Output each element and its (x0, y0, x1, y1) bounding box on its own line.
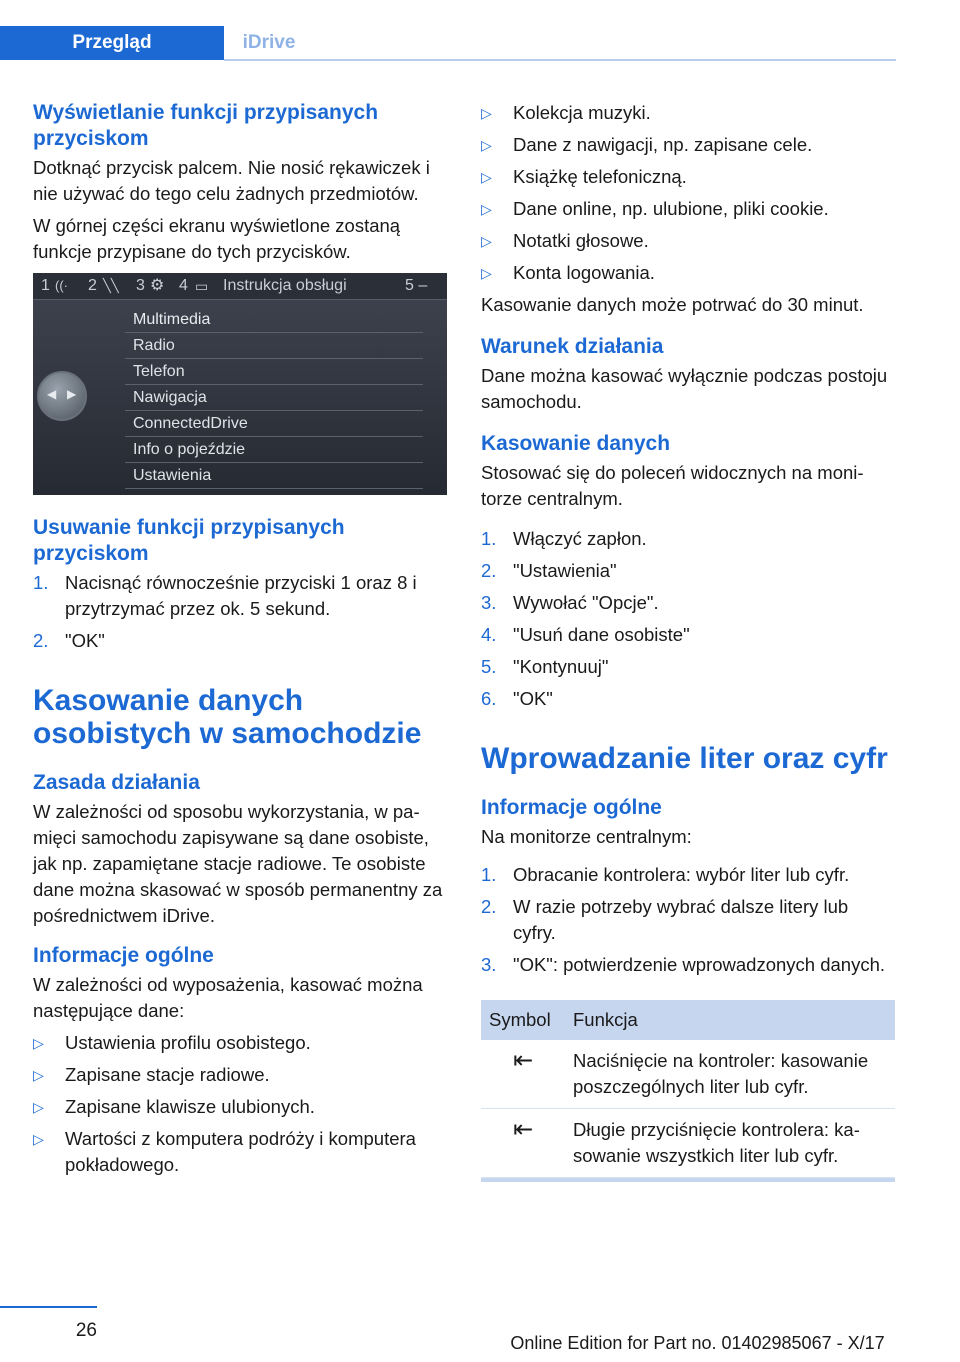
section-title-delete-data: Kasowanie danych (481, 432, 671, 455)
step-number: 2. (33, 630, 49, 651)
section-title-general-info-2: Informacje ogólne (481, 796, 662, 819)
list-item (33, 1094, 447, 1120)
step-text: "Usuń dane osobiste" (513, 624, 690, 645)
list-item (481, 862, 895, 888)
step-number: 2. (481, 560, 497, 581)
step-number: 5. (481, 656, 497, 677)
screen-tab-2: 2 (88, 277, 97, 294)
triangle-bullet-icon: ▷ (33, 1035, 44, 1051)
step-text: Włączyć zapłon. (513, 528, 647, 549)
triangle-bullet-icon: ▷ (481, 233, 492, 249)
list-item (481, 228, 895, 254)
table-row (481, 1109, 895, 1178)
step-text: Obracanie kontrolera: wybór liter lub cyfr. (513, 864, 850, 885)
triangle-bullet-icon: ▷ (481, 201, 492, 217)
tab-idrive[interactable]: iDrive (242, 32, 296, 53)
knob-left-arrow-icon: ◀ (47, 387, 57, 401)
triangle-bullet-icon: ▷ (33, 1131, 44, 1147)
screen-tab-1: 1 (41, 277, 50, 294)
section-title-principle: Zasada działania (33, 771, 200, 794)
list-item-text: Dane online, np. ulubione, pliki cookie. (513, 198, 829, 219)
step-text: "OK" (65, 630, 105, 651)
left-column (33, 100, 447, 1184)
list-item (481, 260, 895, 286)
step-number: 2. (481, 896, 497, 917)
list-item-text: Ustawienia profilu osobistego. (65, 1032, 311, 1053)
step-text: Nacisnąć równocześnie przyciski 1 oraz 8 i przytrzymać przez ok. 5 sekund. (65, 572, 417, 619)
list-item-text: Dane z nawigacji, np. zapisane cele. (513, 134, 813, 155)
gear-icon: ⚙ (150, 277, 165, 294)
screen-menu-item: Info o pojeździe (125, 437, 423, 463)
paragraph-principle: W zależności od sposobu wykorzystania, w pamięci samochodu zapisywane są dane osobiste, jak np. zapamiętane stacje radiowe. Te osobiste dane można skasować w sposób permanentny za pośrednictwem iDrive. (33, 801, 443, 926)
step-text: "OK": potwierdzenie wprowadzonych danych. (513, 954, 886, 975)
list-item (33, 1126, 447, 1178)
footer-edition: Online Edition for Part no. 01402985067 - X/17 (510, 1333, 885, 1353)
paragraph-deletion-time: Kasowanie danych może potrwać do 30 minut. (481, 294, 864, 315)
triangle-bullet-icon: ▷ (33, 1067, 44, 1083)
list-item (481, 622, 895, 648)
screen-tab-4-label: Instrukcja obsługi (223, 277, 347, 294)
screen-menu-item: Nawigacja (125, 385, 423, 411)
paragraph-condition: Dane można kasować wyłącznie podczas postoju samochodu. (481, 365, 888, 412)
triangle-bullet-icon: ▷ (481, 137, 492, 153)
step-number: 1. (481, 528, 497, 549)
list-item (481, 894, 895, 946)
screen-tab-4: 4 (179, 277, 188, 294)
screen-menu-item: Telefon (125, 359, 423, 385)
screen-tab-5: 5 – (405, 277, 428, 294)
right-column (481, 100, 895, 1182)
paragraph-follow-instructions: Stosować się do poleceń widocznych na monitorze centralnym. (481, 462, 864, 509)
list-item (481, 654, 895, 680)
column-header-symbol: Symbol (481, 1000, 565, 1040)
car-icon: ▭ (195, 278, 209, 294)
wrench-icon: ╲╲ (103, 278, 119, 293)
list-item-text: Zapisane klawisze ulubionych. (65, 1096, 315, 1117)
tab-overview[interactable]: Przegląd (0, 26, 224, 60)
table-bottom-rule (481, 1178, 895, 1182)
heading-delete-personal-data: Kasowanie danych osobistych w samochodzie (33, 684, 422, 750)
list-item-text: Konta logowania. (513, 262, 655, 283)
list-item (481, 196, 895, 222)
list-item (33, 1062, 447, 1088)
list-item-text: Książkę telefoniczną. (513, 166, 687, 187)
paragraph-general-info: W zależności od wyposażenia, kasować można następujące dane: (33, 974, 423, 1021)
screen-menu-item: ConnectedDrive (125, 411, 423, 437)
list-item-text: Kolekcja muzyki. (513, 102, 651, 123)
triangle-bullet-icon: ▷ (33, 1099, 44, 1115)
list-item (33, 628, 447, 654)
paragraph-functions-shown: W górnej części ekranu wyświetlone zostaną funkcje przypisane do tych przycisków. (33, 215, 401, 262)
list-item (33, 1030, 447, 1056)
paragraph-central-monitor: Na monitorze centralnym: (481, 826, 692, 847)
list-item (481, 952, 895, 978)
screen-menu-item: Multimedia (125, 307, 423, 333)
list-item (481, 558, 895, 584)
controller-knob-icon (37, 371, 87, 421)
table-header-row (481, 1000, 895, 1040)
table-cell-function: Długie przyciśnięcie kontrolera: kasowanie wszystkich liter lub cyfr. (565, 1109, 895, 1178)
step-text: "Ustawienia" (513, 560, 617, 581)
list-item-text: Zapisane stacje radiowe. (65, 1064, 270, 1085)
step-number: 3. (481, 954, 497, 975)
delete-steps-list (481, 526, 895, 712)
delete-all-icon: ⇤ (481, 1109, 565, 1178)
step-text: "Kontynuuj" (513, 656, 609, 677)
delete-char-icon: ⇤ (481, 1040, 565, 1109)
heading-entering-letters-digits: Wprowadzanie liter oraz cyfr (481, 742, 888, 775)
screen-tab-3: 3 (136, 277, 145, 294)
table-cell-function: Naciśnięcie na kontroler: kasowanie poszczególnych liter lub cyfr. (565, 1040, 895, 1109)
list-item (481, 132, 895, 158)
screen-tab-bar (33, 273, 447, 300)
phone-signal-icon: ((· (55, 278, 68, 293)
list-item (481, 100, 895, 126)
section-title-condition: Warunek działania (481, 335, 664, 358)
data-types-list-continued (481, 100, 895, 286)
page-number: 26 (0, 1306, 97, 1342)
list-item (481, 164, 895, 190)
step-text: W razie potrzeby wybrać dalsze litery lub cyfry. (513, 896, 849, 943)
idrive-screen-image (33, 273, 447, 495)
section-title-general-info: Informacje ogólne (33, 944, 214, 967)
section-title-remove-functions: Usuwanie funkcji przypisanych przyciskom (33, 516, 345, 565)
step-text: Wywołać "Opcje". (513, 592, 659, 613)
list-item-text: Wartości z komputera podróży i komputera pokładowego. (65, 1128, 416, 1175)
table-row (481, 1040, 895, 1109)
knob-right-arrow-icon: ▶ (67, 387, 77, 401)
step-number: 1. (33, 572, 49, 593)
list-item (33, 570, 447, 622)
header-rule (224, 59, 896, 61)
list-item-text: Notatki głosowe. (513, 230, 649, 251)
paragraph-touch-button: Dotknąć przycisk palcem. Nie nosić rękawiczek i nie używać do tego celu żadnych przedmiotów. (33, 157, 430, 204)
triangle-bullet-icon: ▷ (481, 265, 492, 281)
section-title-display-functions: Wyświetlanie funkcji przypisanych przyciskom (33, 101, 379, 150)
step-number: 4. (481, 624, 497, 645)
column-header-function: Funkcja (565, 1000, 895, 1040)
list-item (481, 526, 895, 552)
remove-steps-list (33, 570, 447, 654)
triangle-bullet-icon: ▷ (481, 105, 492, 121)
triangle-bullet-icon: ▷ (481, 169, 492, 185)
screen-menu-item: Ustawienia (125, 463, 423, 489)
list-item (481, 590, 895, 616)
step-text: "OK" (513, 688, 553, 709)
symbol-table (481, 1000, 895, 1178)
step-number: 3. (481, 592, 497, 613)
data-types-list (33, 1030, 447, 1178)
entry-steps-list (481, 862, 895, 978)
list-item (481, 686, 895, 712)
step-number: 1. (481, 864, 497, 885)
screen-menu-item: Radio (125, 333, 423, 359)
header-bar (0, 0, 896, 62)
step-number: 6. (481, 688, 497, 709)
